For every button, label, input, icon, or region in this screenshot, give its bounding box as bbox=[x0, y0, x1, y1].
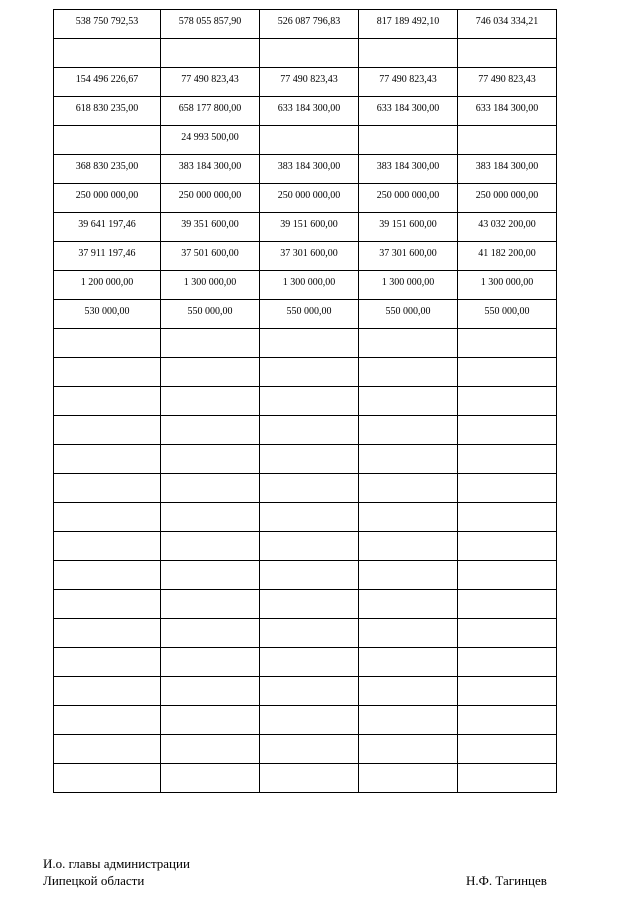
table-cell bbox=[161, 387, 260, 416]
table-cell bbox=[458, 329, 557, 358]
table-cell bbox=[161, 561, 260, 590]
table-cell: 550 000,00 bbox=[161, 300, 260, 329]
table-cell bbox=[260, 126, 359, 155]
table-cell bbox=[458, 126, 557, 155]
table-row bbox=[54, 242, 557, 271]
table-cell bbox=[359, 764, 458, 793]
table-cell bbox=[161, 532, 260, 561]
signatory-title-line-1: И.о. главы администрации bbox=[43, 856, 190, 871]
table-row bbox=[54, 735, 557, 764]
table-cell: 1 300 000,00 bbox=[161, 271, 260, 300]
table-cell bbox=[161, 619, 260, 648]
table-cell bbox=[359, 329, 458, 358]
table-row bbox=[54, 358, 557, 387]
table-cell: 383 184 300,00 bbox=[458, 155, 557, 184]
table-cell bbox=[161, 590, 260, 619]
table-cell bbox=[54, 39, 161, 68]
budget-table bbox=[53, 9, 557, 793]
table-cell bbox=[458, 677, 557, 706]
table-cell bbox=[161, 416, 260, 445]
table-cell bbox=[161, 503, 260, 532]
table-cell bbox=[359, 677, 458, 706]
table-cell bbox=[54, 677, 161, 706]
table-cell bbox=[54, 561, 161, 590]
table-row bbox=[54, 300, 557, 329]
table-cell bbox=[161, 677, 260, 706]
table-cell: 37 501 600,00 bbox=[161, 242, 260, 271]
table-cell bbox=[54, 387, 161, 416]
table-row bbox=[54, 648, 557, 677]
table-cell bbox=[458, 387, 557, 416]
table-row bbox=[54, 97, 557, 126]
table-cell: 633 184 300,00 bbox=[359, 97, 458, 126]
table-row bbox=[54, 764, 557, 793]
table-row bbox=[54, 387, 557, 416]
signatory-name: Н.Ф. Тагинцев bbox=[466, 873, 547, 888]
table-cell: 526 087 796,83 bbox=[260, 10, 359, 39]
table-cell bbox=[260, 764, 359, 793]
table-cell bbox=[359, 474, 458, 503]
table-row bbox=[54, 39, 557, 68]
table-cell: 39 351 600,00 bbox=[161, 213, 260, 242]
table-row bbox=[54, 10, 557, 39]
table-cell bbox=[359, 619, 458, 648]
table-cell: 550 000,00 bbox=[359, 300, 458, 329]
table-cell: 250 000 000,00 bbox=[260, 184, 359, 213]
table-cell bbox=[54, 706, 161, 735]
table-cell bbox=[260, 735, 359, 764]
table-cell bbox=[359, 387, 458, 416]
table-row bbox=[54, 474, 557, 503]
table-row bbox=[54, 706, 557, 735]
table-cell bbox=[260, 445, 359, 474]
table-cell: 383 184 300,00 bbox=[260, 155, 359, 184]
table-cell: 538 750 792,53 bbox=[54, 10, 161, 39]
table-cell bbox=[458, 561, 557, 590]
table-cell: 658 177 800,00 bbox=[161, 97, 260, 126]
table-cell: 41 182 200,00 bbox=[458, 242, 557, 271]
table-cell bbox=[54, 474, 161, 503]
table-row bbox=[54, 561, 557, 590]
table-cell bbox=[260, 474, 359, 503]
table-cell: 154 496 226,67 bbox=[54, 68, 161, 97]
table-cell: 1 300 000,00 bbox=[359, 271, 458, 300]
table-cell bbox=[359, 416, 458, 445]
table-cell bbox=[54, 503, 161, 532]
table-cell bbox=[260, 590, 359, 619]
table-cell: 530 000,00 bbox=[54, 300, 161, 329]
table-cell bbox=[260, 648, 359, 677]
table-cell bbox=[458, 532, 557, 561]
table-cell bbox=[161, 474, 260, 503]
table-cell bbox=[54, 358, 161, 387]
table-cell bbox=[161, 735, 260, 764]
table-cell: 37 301 600,00 bbox=[260, 242, 359, 271]
table-cell: 550 000,00 bbox=[260, 300, 359, 329]
table-cell bbox=[458, 503, 557, 532]
table-row bbox=[54, 532, 557, 561]
table-cell: 1 300 000,00 bbox=[260, 271, 359, 300]
table-cell: 250 000 000,00 bbox=[359, 184, 458, 213]
table-cell bbox=[260, 39, 359, 68]
table-cell bbox=[260, 677, 359, 706]
table-cell bbox=[54, 416, 161, 445]
signatory-title-line-2: Липецкой области bbox=[43, 873, 145, 888]
table-cell bbox=[458, 590, 557, 619]
table-cell bbox=[260, 619, 359, 648]
table-cell bbox=[54, 445, 161, 474]
table-cell bbox=[359, 126, 458, 155]
table-cell bbox=[260, 416, 359, 445]
table-cell bbox=[54, 590, 161, 619]
table-cell: 250 000 000,00 bbox=[54, 184, 161, 213]
table-cell: 633 184 300,00 bbox=[260, 97, 359, 126]
table-cell: 77 490 823,43 bbox=[458, 68, 557, 97]
table-cell bbox=[161, 358, 260, 387]
table-cell bbox=[359, 358, 458, 387]
table-row bbox=[54, 184, 557, 213]
table-cell: 77 490 823,43 bbox=[161, 68, 260, 97]
table-cell: 817 189 492,10 bbox=[359, 10, 458, 39]
table-cell bbox=[359, 503, 458, 532]
table-cell: 1 300 000,00 bbox=[458, 271, 557, 300]
table-cell bbox=[458, 474, 557, 503]
table-cell: 24 993 500,00 bbox=[161, 126, 260, 155]
table-cell: 633 184 300,00 bbox=[458, 97, 557, 126]
table-cell bbox=[458, 445, 557, 474]
table-cell bbox=[359, 648, 458, 677]
table-cell: 37 301 600,00 bbox=[359, 242, 458, 271]
table-cell bbox=[54, 329, 161, 358]
table-cell: 618 830 235,00 bbox=[54, 97, 161, 126]
table-cell: 77 490 823,43 bbox=[260, 68, 359, 97]
table-cell bbox=[161, 329, 260, 358]
table-cell bbox=[359, 39, 458, 68]
table-cell: 746 034 334,21 bbox=[458, 10, 557, 39]
table-cell bbox=[54, 619, 161, 648]
table-row bbox=[54, 416, 557, 445]
table-cell bbox=[458, 706, 557, 735]
table-cell: 578 055 857,90 bbox=[161, 10, 260, 39]
table-cell: 39 151 600,00 bbox=[359, 213, 458, 242]
table-cell bbox=[359, 445, 458, 474]
table-row bbox=[54, 677, 557, 706]
table-cell: 37 911 197,46 bbox=[54, 242, 161, 271]
table-cell: 1 200 000,00 bbox=[54, 271, 161, 300]
table-cell bbox=[54, 532, 161, 561]
table-row bbox=[54, 590, 557, 619]
table-cell bbox=[54, 126, 161, 155]
table-cell: 383 184 300,00 bbox=[161, 155, 260, 184]
table-cell bbox=[458, 358, 557, 387]
table-cell bbox=[359, 706, 458, 735]
table-cell bbox=[359, 735, 458, 764]
table-cell bbox=[458, 619, 557, 648]
table-cell bbox=[161, 764, 260, 793]
table-row bbox=[54, 68, 557, 97]
table-cell bbox=[260, 387, 359, 416]
table-cell bbox=[260, 358, 359, 387]
table-row bbox=[54, 126, 557, 155]
table-cell bbox=[54, 764, 161, 793]
table-cell bbox=[458, 416, 557, 445]
table-cell bbox=[458, 735, 557, 764]
table-cell bbox=[54, 648, 161, 677]
table-cell: 43 032 200,00 bbox=[458, 213, 557, 242]
table-cell: 550 000,00 bbox=[458, 300, 557, 329]
table-cell bbox=[54, 735, 161, 764]
table-row bbox=[54, 213, 557, 242]
table-row bbox=[54, 619, 557, 648]
table-cell: 77 490 823,43 bbox=[359, 68, 458, 97]
table-cell bbox=[161, 648, 260, 677]
table-cell: 250 000 000,00 bbox=[458, 184, 557, 213]
table-cell bbox=[260, 503, 359, 532]
table-cell bbox=[260, 532, 359, 561]
table-cell: 39 151 600,00 bbox=[260, 213, 359, 242]
table-cell bbox=[458, 764, 557, 793]
table-row bbox=[54, 503, 557, 532]
table-cell: 250 000 000,00 bbox=[161, 184, 260, 213]
table-cell bbox=[260, 329, 359, 358]
table-cell: 39 641 197,46 bbox=[54, 213, 161, 242]
table-cell bbox=[458, 39, 557, 68]
table-cell bbox=[458, 648, 557, 677]
table-cell bbox=[161, 445, 260, 474]
table-cell bbox=[359, 532, 458, 561]
table-row bbox=[54, 155, 557, 184]
signatory-title bbox=[43, 855, 190, 889]
table-cell bbox=[161, 706, 260, 735]
budget-table-body bbox=[54, 10, 557, 793]
table-cell: 368 830 235,00 bbox=[54, 155, 161, 184]
table-row bbox=[54, 271, 557, 300]
table-cell: 383 184 300,00 bbox=[359, 155, 458, 184]
table-row bbox=[54, 445, 557, 474]
table-cell bbox=[260, 706, 359, 735]
table-cell bbox=[359, 590, 458, 619]
table-cell bbox=[359, 561, 458, 590]
table-cell bbox=[260, 561, 359, 590]
table-row bbox=[54, 329, 557, 358]
table-cell bbox=[161, 39, 260, 68]
